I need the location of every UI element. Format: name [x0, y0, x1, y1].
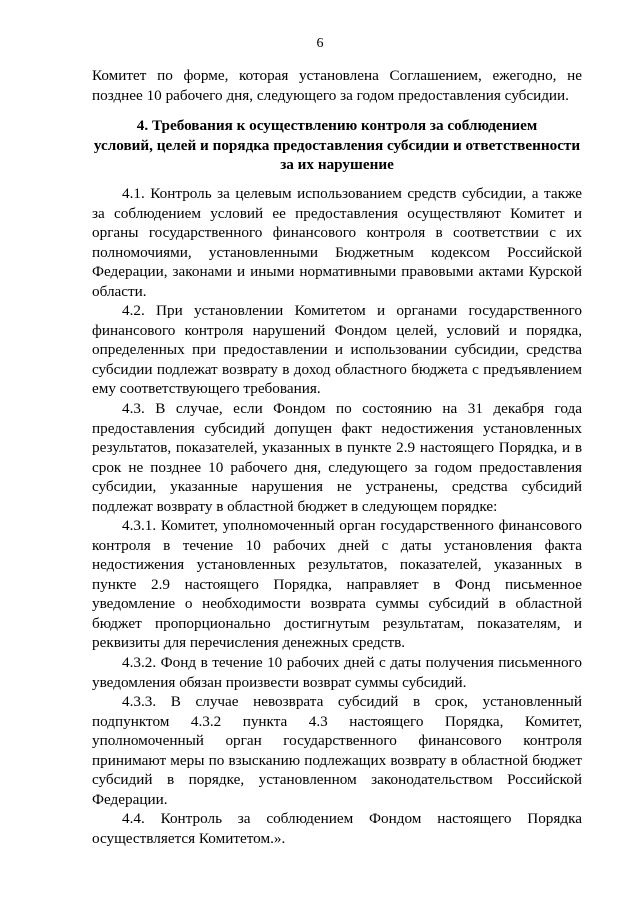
- p433-line: Федерации.: [92, 790, 168, 808]
- p431-line: пункте 2.9 настоящего Порядка, направляет в Фонд письменное: [92, 575, 582, 593]
- p432-line: уведомления обязан произвести возврат суммы субсидий.: [92, 673, 467, 691]
- page-number: 6: [316, 36, 324, 51]
- p431-line: бюджет пропорционально достигнутым результатам, показателям, и: [92, 614, 582, 632]
- p42-line: субсидии подлежат возврату в доход областного бюджета с предъявлением: [92, 360, 582, 378]
- paragraph-4-3-2: [92, 653, 582, 692]
- intro-line-1: Комитет по форме, которая установлена Соглашением, ежегодно, не: [92, 67, 582, 84]
- p42-line: определенных при предоставлении и использовании субсидии, средства: [92, 341, 582, 358]
- section-heading-line-1: 4. Требования к осуществлению контроля за соблюдением: [136, 117, 538, 134]
- paragraph-4-1: [92, 184, 582, 301]
- p41-line: полномочиями, установленными Бюджетным кодексом Российской: [92, 243, 582, 261]
- p433-line: принимают меры по взысканию подлежащих возврату в областной бюджет: [92, 751, 582, 769]
- paragraph-4-3-3: [92, 692, 582, 809]
- p43-line: субсидии, указанные нарушения не устранены, средства субсидий: [92, 478, 582, 495]
- p433-line: 4.3.3. В случае невозврата субсидий в срок, установленный: [122, 693, 582, 710]
- p42-line: финансового контроля нарушений Фондом целей, условий и порядка,: [92, 321, 582, 339]
- intro-paragraph: [92, 66, 582, 105]
- p431-line: 4.3.1. Комитет, уполномоченный орган государственного финансового: [122, 517, 582, 534]
- paragraph-4-2: [92, 301, 582, 399]
- p431-line: недостижения установленных результатов, показателей, указанных в: [92, 556, 582, 573]
- p42-line: 4.2. При установлении Комитетом и органами государственного: [122, 302, 582, 319]
- p43-line: 4.3. В случае, если Фондом по состоянию на 31 декабря года: [122, 400, 582, 417]
- p43-line: подлежат возврату в областной бюджет в следующем порядке:: [92, 497, 498, 515]
- paragraph-4-3: [92, 399, 582, 516]
- section-heading: [92, 116, 582, 175]
- paragraph-4-3-1: [92, 516, 582, 653]
- section-heading-line-3: за их нарушение: [280, 156, 394, 173]
- section-heading-line-2: условий, целей и порядка предоставления субсидии и ответственности: [93, 136, 581, 154]
- p43-line: предоставления субсидий допущен факт недостижения установленных: [92, 419, 582, 437]
- p41-line: области.: [92, 282, 147, 300]
- p432-line: 4.3.2. Фонд в течение 10 рабочих дней с даты получения письменного: [122, 654, 582, 671]
- p41-line: Федерации, законами и иными нормативными правовыми актами Курской: [92, 263, 582, 280]
- p431-line: реквизиты для перечисления денежных средств.: [92, 634, 406, 651]
- paragraph-4-4: [92, 809, 582, 848]
- p41-line: органы государственного финансового контроля в соответствии с их: [92, 224, 582, 241]
- p41-line: за соблюдением условий ее предоставления осуществляют Комитет и: [92, 204, 582, 222]
- p431-line: контроля в течение 10 рабочих дней с даты установления факта: [92, 536, 582, 554]
- p433-line: подпунктом 4.3.2 пункта 4.3 настоящего Порядка, Комитет,: [92, 712, 582, 730]
- intro-line-2: позднее 10 рабочего дня, следующего за годом предоставления субсидии.: [92, 86, 569, 104]
- p433-line: уполномоченный орган государственного финансового контроля: [92, 732, 582, 749]
- p433-line: субсидий в порядке, установленном законодательством Российской: [92, 771, 582, 788]
- p42-line: ему соответствующего требования.: [92, 380, 321, 397]
- p43-line: результатов, показателей, указанных в пункте 2.9 настоящего Порядка, и в: [92, 439, 582, 456]
- p44-line: 4.4. Контроль за соблюдением Фондом настоящего Порядка: [122, 810, 582, 827]
- p44-line: осуществляется Комитетом.».: [92, 829, 286, 847]
- p43-line: срок не позднее 10 рабочего дня, следующего за годом предоставления: [92, 458, 582, 476]
- p431-line: уведомление о необходимости возврата суммы субсидий в областной: [92, 595, 582, 612]
- p41-line: 4.1. Контроль за целевым использованием средств субсидии, а также: [122, 185, 582, 202]
